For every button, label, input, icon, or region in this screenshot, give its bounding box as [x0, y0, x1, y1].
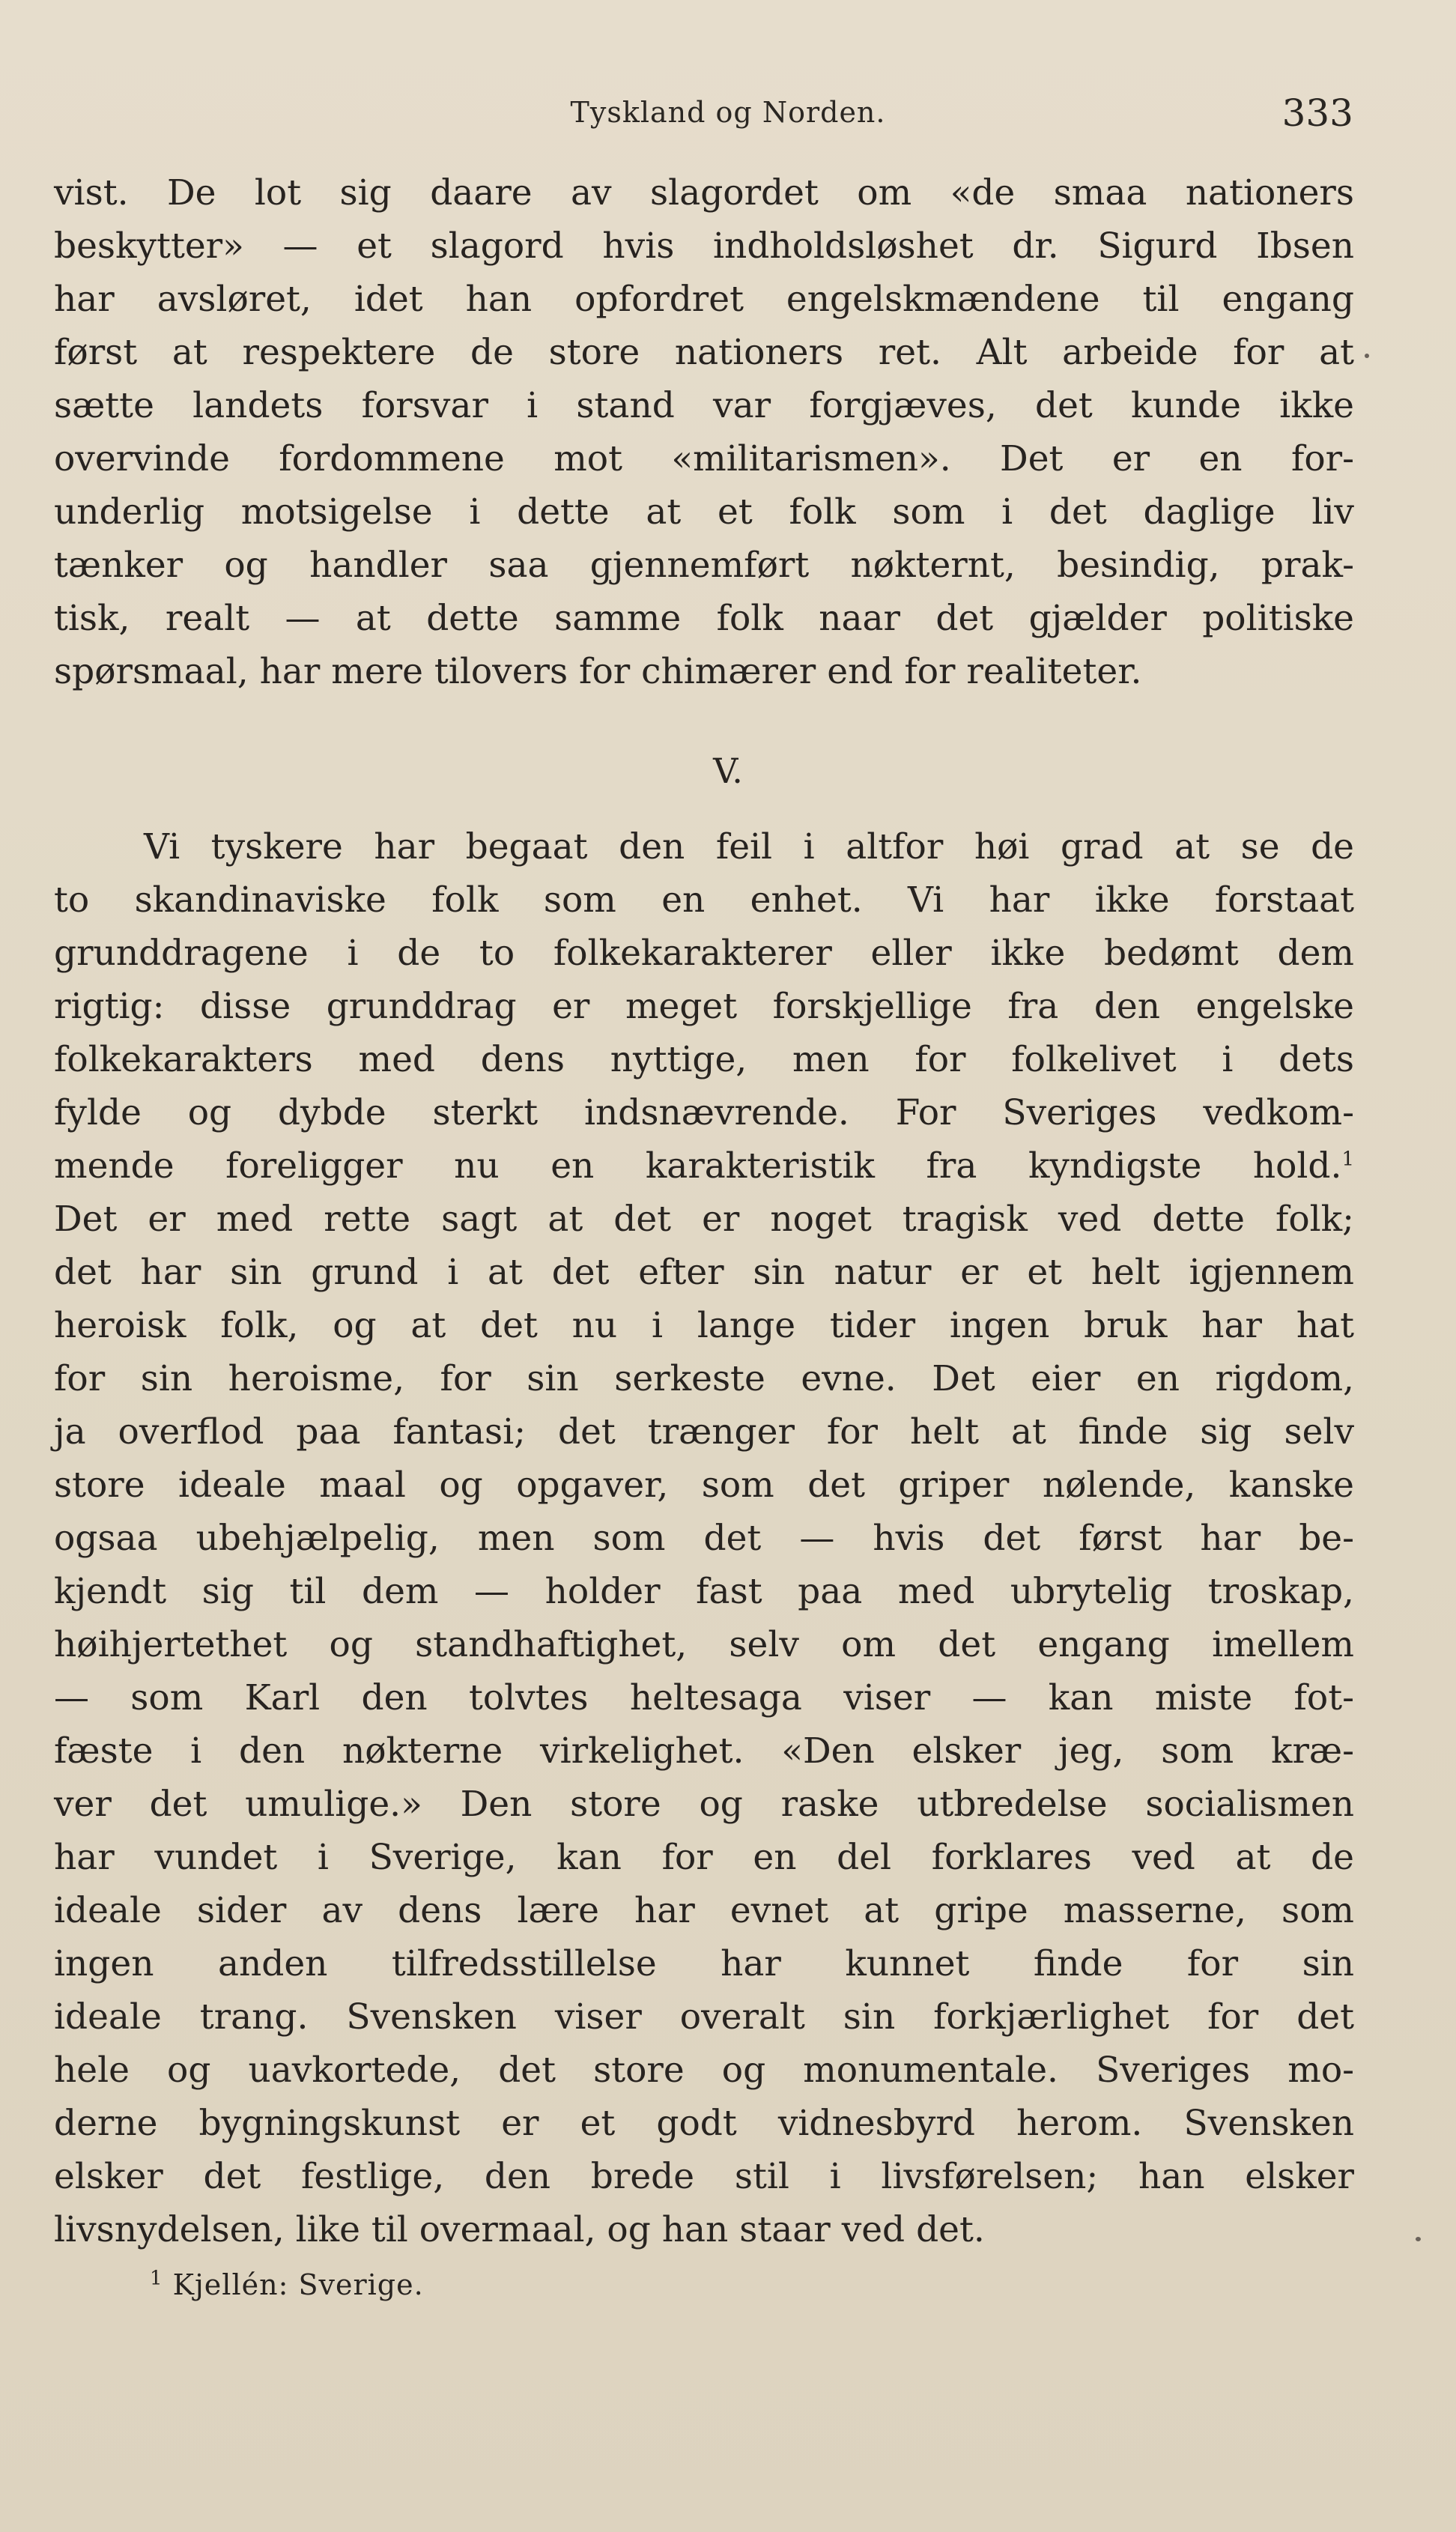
footnote-marker: 1 [150, 2267, 163, 2290]
text-line: derne bygningskunst er et godt vidnesbyrd herom. Svensken [54, 2103, 1354, 2144]
text-line: ingen anden tilfredsstillelse har kunnet finde for sin [54, 1943, 1354, 1984]
text-line: rigtig: disse grunddrag er meget forskjellige fra den engelske [54, 986, 1354, 1027]
text-line: overvinde fordommene mot «militarismen». Det er en for- [54, 438, 1354, 479]
text-line: kjendt sig til dem — holder fast paa med ubrytelig troskap, [54, 1571, 1354, 1612]
text-line: tænker og handler saa gjennemført nøkternt, besindig, prak- [54, 545, 1354, 586]
text-line: ideale sider av dens lære har evnet at gripe masserne, som [54, 1890, 1354, 1931]
text-line: to skandinaviske folk som en enhet. Vi har ikke forstaat [54, 879, 1354, 921]
text-line: folkekarakters med dens nyttige, men for folkelivet i dets [54, 1039, 1354, 1080]
paper-speck [1365, 354, 1369, 358]
text-line: høihjertethet og standhaftighet, selv om det engang imellem [54, 1624, 1354, 1665]
text-line: grunddragene i de to folkekarakterer eller ikke bedømt dem [54, 933, 1354, 974]
text-line: store ideale maal og opgaver, som det griper nølende, kanske [54, 1465, 1354, 1506]
text-line: først at respektere de store nationers ret. Alt arbeide for at [54, 332, 1354, 373]
footnote [150, 2268, 424, 2301]
text-line: har avsløret, idet han opfordret engelskmændene til engang [54, 279, 1354, 320]
text-line: livsnydelsen, like til overmaal, og han staar ved det. [54, 2209, 985, 2250]
text-line: har vundet i Sverige, kan for en del forklares ved at de [54, 1837, 1354, 1878]
text-line: heroisk folk, og at det nu i lange tider ingen bruk har hat [54, 1305, 1354, 1346]
text-line: hele og uavkortede, det store og monumentale. Sveriges mo- [54, 2050, 1354, 2091]
paper-speck [1416, 2237, 1421, 2241]
running-header: Tyskland og Norden. [570, 96, 886, 129]
text-line: ideale trang. Svensken viser overalt sin forkjærlighet for det [54, 1996, 1354, 2038]
text-line: det har sin grund i at det efter sin natur er et helt igjennem [54, 1252, 1354, 1293]
text-line: spørsmaal, har mere tilovers for chimærer end for realiteter. [54, 651, 1142, 692]
text-line: Det er med rette sagt at det er noget tragisk ved dette folk; [54, 1199, 1354, 1240]
text-line: mende foreligger nu en karakteristik fra kyndigste hold. [54, 1145, 1342, 1187]
text-line: ver det umulige.» Den store og raske utbredelse socialismen [54, 1784, 1354, 1825]
text-line: tisk, realt — at dette samme folk naar det gjælder politiske [54, 598, 1354, 639]
footnote-marker: 1 [1341, 1148, 1354, 1171]
text-line: fylde og dybde sterkt indsnævrende. For Sveriges vedkom- [54, 1092, 1354, 1133]
text-line: fæste i den nøkterne virkelighet. «Den elsker jeg, som kræ- [54, 1730, 1354, 1772]
text-line: for sin heroisme, for sin serkeste evne. Det eier en rigdom, [54, 1358, 1354, 1399]
text-line: underlig motsigelse i dette at et folk som i det daglige liv [54, 491, 1354, 533]
paragraph-1 [54, 166, 1354, 698]
text-line: Vi tyskere har begaat den feil i altfor høi grad at se de [144, 826, 1354, 867]
text-line: elsker det festlige, den brede stil i livsførelsen; han elsker [54, 2156, 1354, 2197]
text-line: ogsaa ubehjælpelig, men som det — hvis det først har be- [54, 1518, 1354, 1559]
text-line: — som Karl den tolvtes heltesaga viser — kan miste fot- [54, 1677, 1354, 1718]
section-heading: V. [713, 751, 743, 791]
text-line: beskytter» — et slagord hvis indholdsløshet dr. Sigurd Ibsen [54, 225, 1354, 267]
text-line: sætte landets forsvar i stand var forgjæves, det kunde ikke [54, 385, 1354, 426]
paragraph-2 [54, 820, 1354, 2256]
text-line: vist. De lot sig daare av slagordet om «de smaa nationers [54, 172, 1354, 213]
text-line: ja overflod paa fantasi; det trænger for helt at finde sig selv [54, 1411, 1354, 1453]
footnote-text: Kjellén: Sverige. [172, 2268, 424, 2301]
text-line-with-footnote [54, 1139, 1354, 1193]
page-number: 333 [1281, 91, 1353, 135]
